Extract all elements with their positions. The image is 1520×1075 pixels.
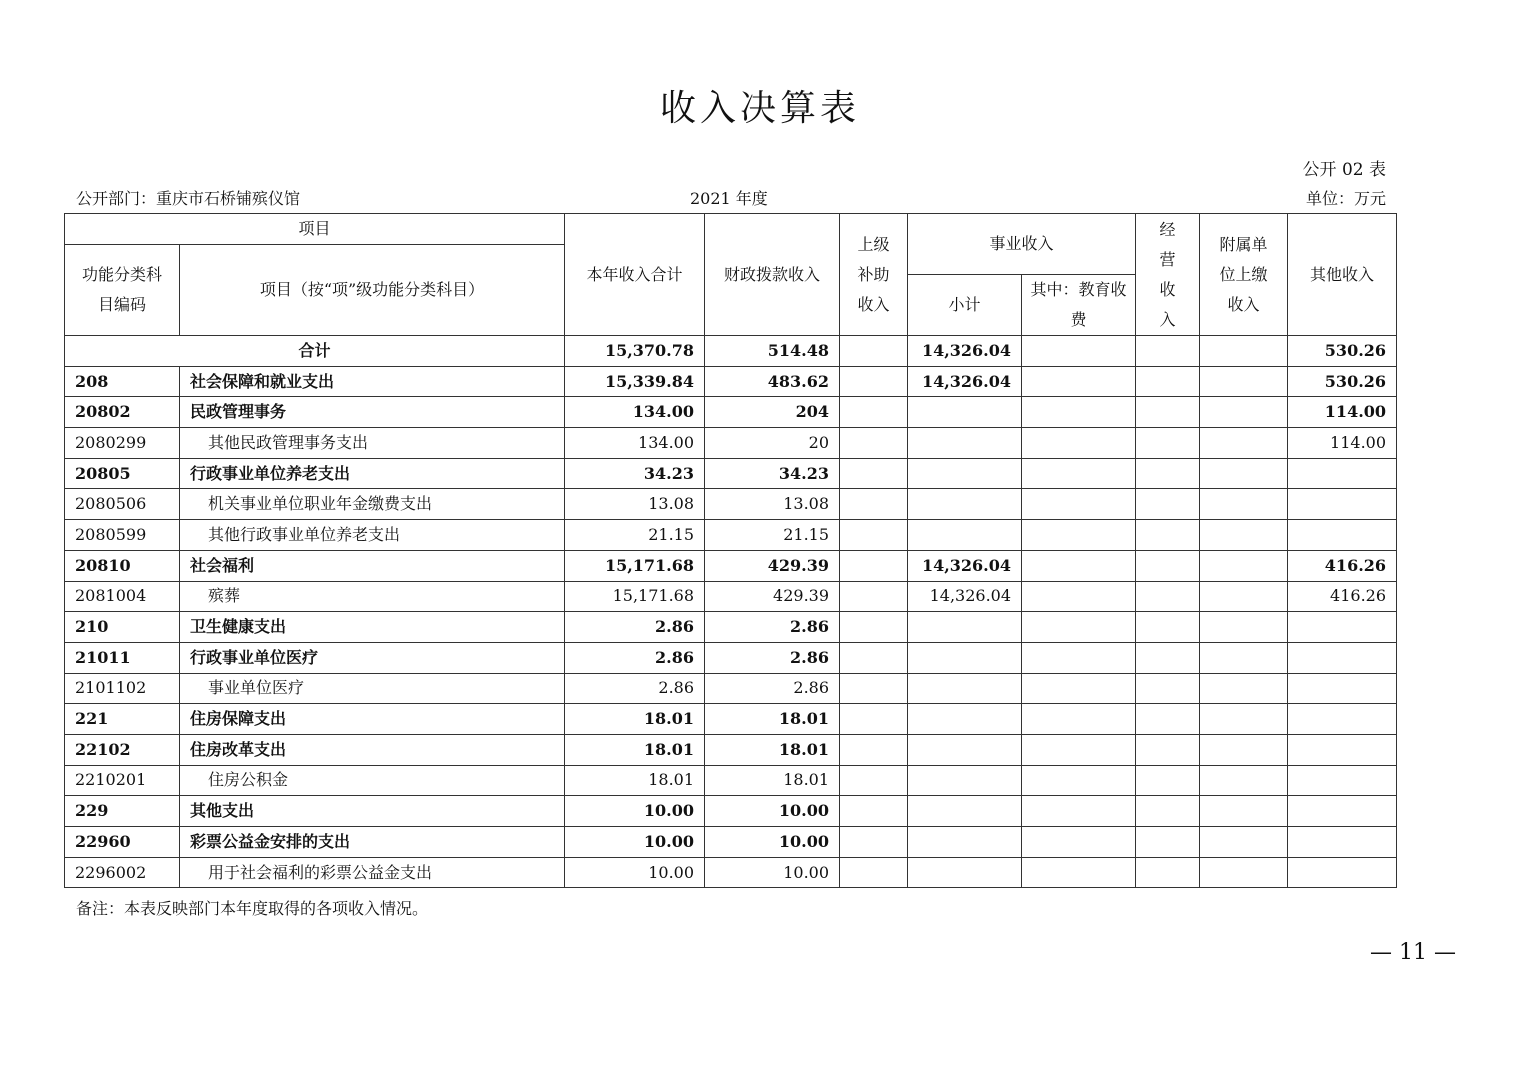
name-cell: 住房改革支出 <box>180 734 565 765</box>
table-row <box>65 397 1397 428</box>
edu-cell <box>1022 397 1136 428</box>
superior-cell <box>840 796 908 827</box>
edu-cell <box>1022 581 1136 612</box>
edu-cell <box>1022 827 1136 858</box>
affiliated-cell <box>1200 458 1288 489</box>
operating-cell <box>1136 827 1200 858</box>
affiliated-cell <box>1200 796 1288 827</box>
fiscal-cell: 2.86 <box>705 612 840 643</box>
name-cell: 住房公积金 <box>180 765 565 796</box>
affiliated-cell <box>1200 428 1288 459</box>
operating-cell <box>1136 734 1200 765</box>
subtotal-cell <box>908 734 1022 765</box>
total-cell: 15,370.78 <box>565 336 705 367</box>
superior-cell <box>840 704 908 735</box>
affiliated-cell <box>1200 550 1288 581</box>
name-cell: 其他支出 <box>180 796 565 827</box>
edu-cell <box>1022 673 1136 704</box>
table-row <box>65 765 1397 796</box>
fiscal-year: 2021 年度 <box>690 189 768 208</box>
operating-cell <box>1136 428 1200 459</box>
table-row <box>65 642 1397 673</box>
fiscal-cell: 204 <box>705 397 840 428</box>
table-row <box>65 458 1397 489</box>
code-cell: 229 <box>65 796 180 827</box>
header-operating: 经营收入 <box>1136 214 1200 336</box>
other-cell <box>1288 489 1397 520</box>
header-superior: 上级补助收入 <box>840 214 908 336</box>
superior-cell <box>840 489 908 520</box>
fiscal-cell: 18.01 <box>705 704 840 735</box>
code-cell: 2080599 <box>65 520 180 551</box>
subtotal-cell <box>908 428 1022 459</box>
header-affiliated: 附属单位上缴收入 <box>1200 214 1288 336</box>
subtotal-cell <box>908 827 1022 858</box>
code-cell: 208 <box>65 366 180 397</box>
name-cell: 卫生健康支出 <box>180 612 565 643</box>
name-cell: 社会福利 <box>180 550 565 581</box>
name-cell: 行政事业单位医疗 <box>180 642 565 673</box>
affiliated-cell <box>1200 612 1288 643</box>
subtotal-cell: 14,326.04 <box>908 336 1022 367</box>
edu-cell <box>1022 550 1136 581</box>
superior-cell <box>840 612 908 643</box>
fiscal-cell: 429.39 <box>705 581 840 612</box>
table-row <box>65 520 1397 551</box>
affiliated-cell <box>1200 704 1288 735</box>
total-row <box>65 336 1397 367</box>
name-cell: 社会保障和就业支出 <box>180 366 565 397</box>
total-cell: 10.00 <box>565 827 705 858</box>
operating-cell <box>1136 397 1200 428</box>
name-cell: 住房保障支出 <box>180 704 565 735</box>
name-cell: 行政事业单位养老支出 <box>180 458 565 489</box>
other-cell <box>1288 458 1397 489</box>
other-cell: 416.26 <box>1288 581 1397 612</box>
fiscal-cell: 10.00 <box>705 827 840 858</box>
code-cell: 2210201 <box>65 765 180 796</box>
subtotal-cell <box>908 857 1022 888</box>
operating-cell <box>1136 857 1200 888</box>
total-cell: 134.00 <box>565 397 705 428</box>
subtotal-cell <box>908 520 1022 551</box>
total-cell: 18.01 <box>565 765 705 796</box>
table-row <box>65 857 1397 888</box>
operating-cell <box>1136 366 1200 397</box>
superior-cell <box>840 734 908 765</box>
fiscal-cell: 483.62 <box>705 366 840 397</box>
affiliated-cell <box>1200 336 1288 367</box>
other-cell <box>1288 857 1397 888</box>
total-cell: 18.01 <box>565 704 705 735</box>
other-cell <box>1288 673 1397 704</box>
superior-cell <box>840 458 908 489</box>
table-row <box>65 428 1397 459</box>
total-cell: 2.86 <box>565 673 705 704</box>
name-cell: 用于社会福利的彩票公益金支出 <box>180 857 565 888</box>
edu-cell <box>1022 765 1136 796</box>
fiscal-cell: 20 <box>705 428 840 459</box>
affiliated-cell <box>1200 734 1288 765</box>
header-total: 本年收入合计 <box>565 214 705 336</box>
superior-cell <box>840 827 908 858</box>
other-cell <box>1288 642 1397 673</box>
total-cell: 21.15 <box>565 520 705 551</box>
superior-cell <box>840 765 908 796</box>
fiscal-cell: 10.00 <box>705 796 840 827</box>
other-cell: 114.00 <box>1288 428 1397 459</box>
edu-cell <box>1022 458 1136 489</box>
edu-cell <box>1022 734 1136 765</box>
unit-label: 单位：万元 <box>1305 189 1386 208</box>
form-number: 公开 02 表 <box>1302 160 1386 180</box>
affiliated-cell <box>1200 366 1288 397</box>
header-fiscal: 财政拨款收入 <box>705 214 840 336</box>
fiscal-cell: 10.00 <box>705 857 840 888</box>
code-cell: 2296002 <box>65 857 180 888</box>
total-cell: 13.08 <box>565 489 705 520</box>
other-cell: 114.00 <box>1288 397 1397 428</box>
table-row <box>65 550 1397 581</box>
subtotal-cell: 14,326.04 <box>908 581 1022 612</box>
code-cell: 2101102 <box>65 673 180 704</box>
code-cell: 2080299 <box>65 428 180 459</box>
income-table <box>64 213 1397 888</box>
fiscal-cell: 18.01 <box>705 734 840 765</box>
subtotal-cell <box>908 612 1022 643</box>
edu-cell <box>1022 520 1136 551</box>
code-cell: 2081004 <box>65 581 180 612</box>
header-name: 项目（按“项”级功能分类科目） <box>180 245 565 336</box>
other-cell <box>1288 765 1397 796</box>
fiscal-cell: 21.15 <box>705 520 840 551</box>
operating-cell <box>1136 796 1200 827</box>
affiliated-cell <box>1200 397 1288 428</box>
affiliated-cell <box>1200 765 1288 796</box>
other-cell: 530.26 <box>1288 336 1397 367</box>
fiscal-cell: 13.08 <box>705 489 840 520</box>
superior-cell <box>840 366 908 397</box>
affiliated-cell <box>1200 857 1288 888</box>
name-cell: 事业单位医疗 <box>180 673 565 704</box>
fiscal-cell: 514.48 <box>705 336 840 367</box>
operating-cell <box>1136 458 1200 489</box>
name-cell: 其他行政事业单位养老支出 <box>180 520 565 551</box>
table-row <box>65 366 1397 397</box>
operating-cell <box>1136 489 1200 520</box>
name-cell: 民政管理事务 <box>180 397 565 428</box>
superior-cell <box>840 642 908 673</box>
total-cell: 134.00 <box>565 428 705 459</box>
code-cell: 221 <box>65 704 180 735</box>
operating-cell <box>1136 765 1200 796</box>
affiliated-cell <box>1200 827 1288 858</box>
header-business: 事业收入 <box>908 214 1136 275</box>
edu-cell <box>1022 612 1136 643</box>
code-cell: 20802 <box>65 397 180 428</box>
total-cell: 15,171.68 <box>565 550 705 581</box>
subtotal-cell <box>908 642 1022 673</box>
other-cell: 416.26 <box>1288 550 1397 581</box>
table-row <box>65 673 1397 704</box>
edu-cell <box>1022 489 1136 520</box>
subtotal-cell <box>908 673 1022 704</box>
subtotal-cell: 14,326.04 <box>908 366 1022 397</box>
superior-cell <box>840 581 908 612</box>
page-number: — 11 — <box>1370 940 1456 965</box>
subtotal-cell <box>908 765 1022 796</box>
operating-cell <box>1136 704 1200 735</box>
table-row <box>65 827 1397 858</box>
affiliated-cell <box>1200 673 1288 704</box>
other-cell <box>1288 520 1397 551</box>
header-edu: 其中：教育收费 <box>1022 275 1136 336</box>
code-cell: 2080506 <box>65 489 180 520</box>
header-subtotal: 小计 <box>908 275 1022 336</box>
operating-cell <box>1136 336 1200 367</box>
department-label: 公开部门：重庆市石桥铺殡仪馆 <box>76 189 301 208</box>
affiliated-cell <box>1200 581 1288 612</box>
other-cell <box>1288 612 1397 643</box>
name-cell: 彩票公益金安排的支出 <box>180 827 565 858</box>
name-cell: 其他民政管理事务支出 <box>180 428 565 459</box>
fiscal-cell: 2.86 <box>705 642 840 673</box>
header-project: 项目 <box>65 214 565 245</box>
code-cell: 22960 <box>65 827 180 858</box>
edu-cell <box>1022 336 1136 367</box>
operating-cell <box>1136 673 1200 704</box>
superior-cell <box>840 673 908 704</box>
table-row <box>65 734 1397 765</box>
total-cell: 10.00 <box>565 796 705 827</box>
superior-cell <box>840 336 908 367</box>
total-cell: 18.01 <box>565 734 705 765</box>
operating-cell <box>1136 581 1200 612</box>
code-cell: 210 <box>65 612 180 643</box>
edu-cell <box>1022 642 1136 673</box>
edu-cell <box>1022 428 1136 459</box>
operating-cell <box>1136 520 1200 551</box>
code-cell: 21011 <box>65 642 180 673</box>
fiscal-cell: 2.86 <box>705 673 840 704</box>
name-cell: 殡葬 <box>180 581 565 612</box>
header-code: 功能分类科目编码 <box>65 245 180 336</box>
fiscal-cell: 18.01 <box>705 765 840 796</box>
operating-cell <box>1136 642 1200 673</box>
edu-cell <box>1022 366 1136 397</box>
table-row <box>65 796 1397 827</box>
table-row <box>65 489 1397 520</box>
affiliated-cell <box>1200 489 1288 520</box>
code-cell: 20810 <box>65 550 180 581</box>
superior-cell <box>840 428 908 459</box>
subtotal-cell <box>908 704 1022 735</box>
total-cell: 15,171.68 <box>565 581 705 612</box>
code-cell: 20805 <box>65 458 180 489</box>
other-cell <box>1288 827 1397 858</box>
other-cell <box>1288 704 1397 735</box>
subtotal-cell: 14,326.04 <box>908 550 1022 581</box>
subtotal-cell <box>908 796 1022 827</box>
table-row <box>65 581 1397 612</box>
total-label: 合计 <box>65 336 565 367</box>
edu-cell <box>1022 857 1136 888</box>
total-cell: 2.86 <box>565 642 705 673</box>
subtotal-cell <box>908 458 1022 489</box>
other-cell <box>1288 796 1397 827</box>
superior-cell <box>840 520 908 551</box>
header-other: 其他收入 <box>1288 214 1397 336</box>
code-cell: 22102 <box>65 734 180 765</box>
other-cell: 530.26 <box>1288 366 1397 397</box>
superior-cell <box>840 857 908 888</box>
table-row <box>65 704 1397 735</box>
edu-cell <box>1022 796 1136 827</box>
table-row <box>65 612 1397 643</box>
other-cell <box>1288 734 1397 765</box>
total-cell: 2.86 <box>565 612 705 643</box>
subtotal-cell <box>908 489 1022 520</box>
fiscal-cell: 429.39 <box>705 550 840 581</box>
total-cell: 15,339.84 <box>565 366 705 397</box>
total-cell: 10.00 <box>565 857 705 888</box>
superior-cell <box>840 397 908 428</box>
operating-cell <box>1136 612 1200 643</box>
fiscal-cell: 34.23 <box>705 458 840 489</box>
affiliated-cell <box>1200 520 1288 551</box>
footnote: 备注：本表反映部门本年度取得的各项收入情况。 <box>76 899 429 918</box>
superior-cell <box>840 550 908 581</box>
edu-cell <box>1022 704 1136 735</box>
name-cell: 机关事业单位职业年金缴费支出 <box>180 489 565 520</box>
operating-cell <box>1136 550 1200 581</box>
total-cell: 34.23 <box>565 458 705 489</box>
affiliated-cell <box>1200 642 1288 673</box>
page-title: 收入决算表 <box>659 88 860 129</box>
subtotal-cell <box>908 397 1022 428</box>
